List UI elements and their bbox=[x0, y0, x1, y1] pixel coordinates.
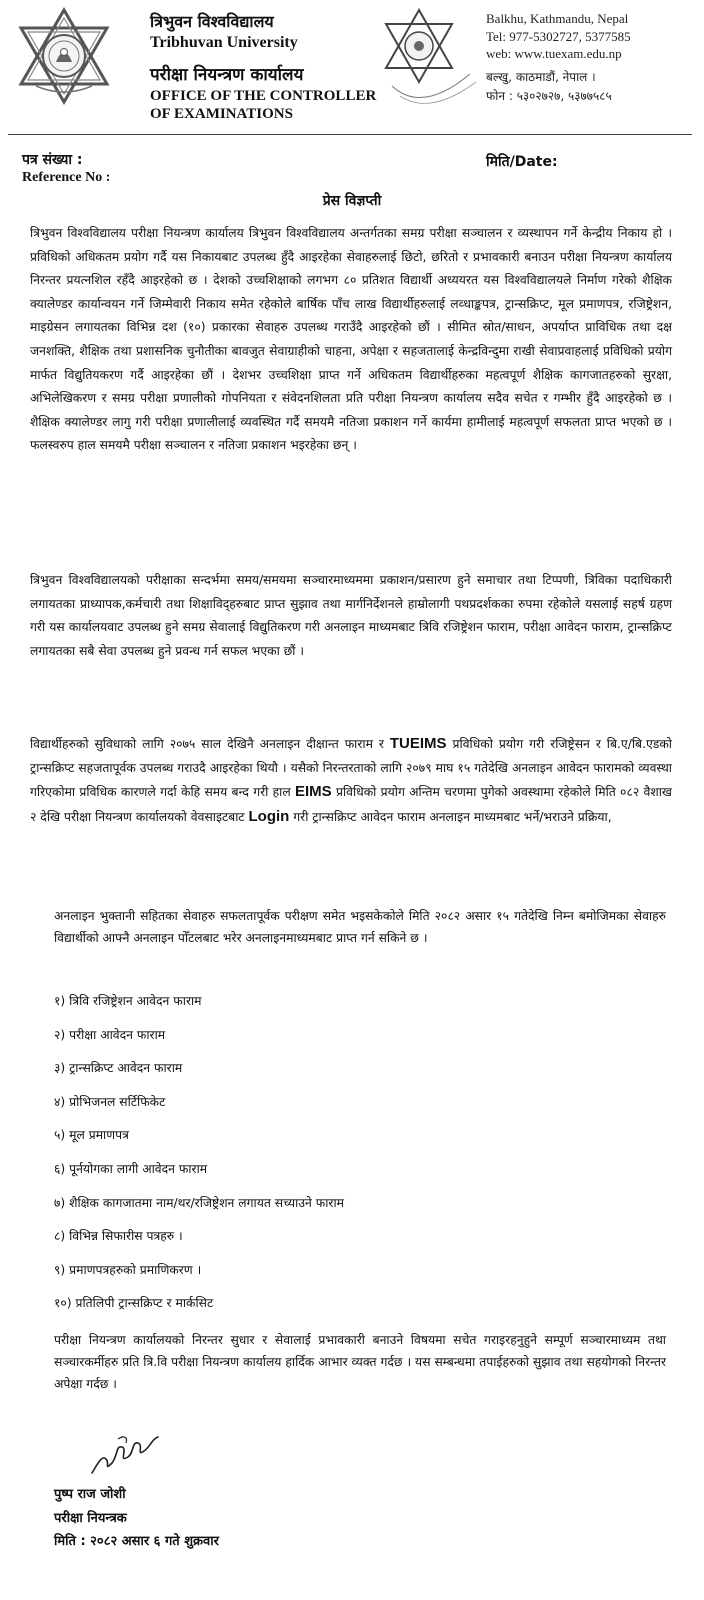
signatory-title: परीक्षा नियन्त्रक bbox=[54, 1511, 127, 1526]
address-np: बल्खु, काठमाडौं, नेपाल । bbox=[486, 69, 596, 84]
list-item: १०) प्रतिलिपी ट्रान्सक्रिप्ट र मार्कसिट bbox=[54, 1296, 214, 1311]
signatory-name: पुष्प राज जोशी bbox=[54, 1487, 126, 1502]
list-item: ६) पूर्नयोगका लागी आवेदन फाराम bbox=[54, 1161, 208, 1176]
office-name-en-line1: OFFICE OF THE CONTROLLER bbox=[150, 88, 377, 104]
paragraph-history bbox=[30, 732, 672, 829]
office-name-en-line2: OF EXAMINATIONS bbox=[150, 106, 293, 122]
tueims-term: TUEIMS bbox=[389, 735, 447, 752]
list-item: ३) ट्रान्सक्रिप्ट आवेदन फाराम bbox=[54, 1061, 183, 1076]
paragraph-history-text-1: विद्यार्थीहरुको सुविधाको लागि २०७५ साल देखिनै अनलाइन दीक्षान्त फाराम र bbox=[30, 737, 390, 751]
letter-number-label: पत्र संख्या : bbox=[22, 152, 83, 168]
paragraph-history-text-4: गरी ट्रान्सक्रिप्ट आवेदन फाराम अनलाइन माध्यमबाट भर्ने/भराउने प्रक्रिया, bbox=[289, 809, 612, 824]
list-item: ८) विभिन्न सिफारीस पत्रहरु । bbox=[54, 1229, 183, 1244]
list-item: ४) प्रोभिजनल सर्टिफिकेट bbox=[54, 1094, 166, 1109]
paragraph-closing: परीक्षा नियन्त्रण कार्यालयको निरन्तर सुधार र सेवालाई प्रभावकारी बनाउने विषयमा सचेत गराइरहनुहुने सम्पूर्ण सञ्चारमाध्यम तथा सञ्चारकर्मीहरु प्रति त्रि.वि परीक्षा नियन्त्रण कार्यालय हार्दिक आभार व्यक्त गर्दछ । यस सम्बन्धमा तपाईहरुको सुझाव तथा सहयोगको निरन्तर अपेक्षा गर्दछ । bbox=[54, 1333, 666, 1391]
paragraph-history-text-2: प्रविधिको प्रयोग गरी रजिष्ट्रेसन र बि.ए/बि.एडको ट्रान्सक्रिप्ट सहजतापूर्वक उपलब्ध गराउदै आइरहेका थियौ । यसैको निरन्तरताको लागि २०७९ माघ १५ गतेदेखि अनलाइन आवेदन फारामको व्यवस्था गरिएकोमा प्रविधिक कारणले गर्दा केहि समय बन्द गरी हाल bbox=[30, 737, 672, 800]
list-item: ९) प्रमाणपत्रहरुको प्रमाणिकरण । bbox=[54, 1262, 202, 1277]
tu-emblem-logo bbox=[14, 6, 114, 106]
login-term: Login bbox=[248, 807, 290, 825]
date-label: मिति/Date: bbox=[486, 154, 558, 170]
list-item: १) त्रिवि रजिष्ट्रेशन आवेदन फाराम bbox=[54, 994, 202, 1008]
reference-number-label: Reference No : bbox=[22, 170, 111, 185]
document-title: प्रेस विज्ञप्ती bbox=[322, 193, 382, 209]
list-item: २) परीक्षा आवेदन फाराम bbox=[54, 1027, 166, 1042]
university-name-en: Tribhuvan University bbox=[150, 34, 298, 51]
paragraph-intro: त्रिभुवन विश्वविद्यालय परीक्षा नियन्त्रण कार्यालय त्रिभुवन विश्वविद्यालय अन्तर्गतका समग्र परीक्षा सञ्चालन र व्यस्थापन गर्ने केन्द्रीय निकाय हो । प्रविधिको अधिकतम प्रयोग गर्दै यस निकायबाट उपलब्ध हुँदै आइरहेका सेवाहरुलाई छिटो, छरितो र प्रभावकारी बनाउन परीक्षा नियन्त्रण कार्यालय निरन्तर प्रयत्नशिल रहँदै आइरहेको छ । देशको उच्चशिक्षाको लगभग ८० प्रतिशत विद्यार्थी अध्ययरत यस विश्वविद्यालयले निर्माण गरेको शैक्षिक क्यालेण्डर कार्यान्वयन गर्ने जिम्मेवारी निकाय समेत रहेकोले बार्षिक पाँच लाख विद्यार्थीहरुलाई लव्धाङ्कपत्र, ट्रान्सक्रिप्ट, मूल प्रमाणपत्र, रजिष्ट्रेशन, माइग्रेसन लगायतका विभिन्न दश (१०) प्रकारका सेवाहरु उपलब्ध गराउँदै आइरहेको छौं । सीमित स्रोत/साधन, अपर्याप्त प्राविधिक तथा दक्ष जनशक्ति, शैक्षिक तथा प्रशासनिक चुनौतीका बावजुत सेवाग्राहीको चाहना, अपेक्षा र सहजतालाई केन्द्रविन्दुमा राखी सेवाप्रवाहलाई प्रविधिको प्रयोग मार्फत विद्युतियकरण गर्दै आइरहेका छौं । देशभर उच्चशिक्षा प्राप्त गर्ने अधिकतम विद्यार्थीहरुका महत्वपूर्ण शैक्षिक कागजातहरुको सुरक्षा, अभिलेखिकरण र समग्र परीक्षा प्रणालीको गोपनियता र संवेदनशिलता प्रति परीक्षा नियन्त्रण कार्यालय सदैव सचेत र गम्भीर हुँदै आइरहेको छ । शैक्षिक क्यालेण्डर लागु गरी परीक्षा प्रणालीलाई व्यवस्थित गर्दै समयमै नतिजा प्रकाशन गर्ने कार्यमा हामीलाई महत्वपूर्ण सफलता प्राप्त भएको छ । फलस्वरुप हाल समयमै परीक्षा सञ्चालन र नतिजा प्रकाशन भइरहेका छन् । bbox=[30, 226, 672, 453]
contact-block bbox=[486, 10, 631, 106]
paragraph-history-text-3: प्रविधिको प्रयोग अन्तिम चरणमा पुगेको अवस्थामा रहेकोले मिति ०८२ वैशाख २ देखि परीक्षा नियन्त्रण कार्यालयको वेवसाइटबाट bbox=[30, 785, 672, 824]
header-divider bbox=[8, 134, 692, 135]
telephone: Tel: 977-5302727, 5377585 bbox=[486, 28, 631, 44]
website: web: www.tuexam.edu.np bbox=[486, 46, 622, 61]
phone-np: फोन : ५३०२७२७, ५३७७५८५ bbox=[486, 89, 612, 103]
address-en: Balkhu, Kathmandu, Nepal bbox=[486, 11, 629, 26]
eims-term: EIMS bbox=[294, 783, 332, 801]
university-name-np: त्रिभुवन विश्वविद्यालय bbox=[150, 12, 274, 31]
services-list bbox=[54, 990, 666, 1326]
list-item: ७) शैक्षिक कागजातमा नाम/थर/रजिष्ट्रेशन लगायत सच्याउने फाराम bbox=[54, 1195, 344, 1210]
signature-date: मिति : २०८२ असार ६ गते शुक्रवार bbox=[54, 1534, 219, 1549]
office-seal-stamp bbox=[374, 4, 484, 114]
paragraph-service-launch: अनलाइन भुक्तानी सहितका सेवाहरु सफलतापूर्वक परीक्षण समेत भइसकेकोले मिति २०८२ असार १५ गतेदेखि निम्न बमोजिमका सेवाहरु विद्यार्थीको आफ्नै अनलाइन पोँटलबाट भरेर अनलाइनमाध्यमबाट प्राप्त गर्न सकिने छ । bbox=[54, 909, 666, 945]
handwritten-signature bbox=[88, 1433, 168, 1478]
letterhead bbox=[0, 0, 704, 140]
list-item: ५) मूल प्रमाणपत्र bbox=[54, 1128, 129, 1143]
paragraph-online-services: त्रिभुवन विश्वविद्यालयको परीक्षाका सन्दर्भमा समय/समयमा सञ्चारमाध्यममा प्रकाशन/प्रसारण हुने समाचार तथा टिप्पणी, त्रिविका पदाधिकारी लगायतका प्राध्यापक,कर्मचारी तथा शिक्षाविद्हरुबाट प्राप्त सुझाव तथा मार्गनिर्देशनले हाम्रोलागी पथप्रदर्शकका रुपमा रहेकोले यसलाई सहर्ष ग्रहण गरी यस कार्यालयवाट उपलब्ध हुने समग्र सेवालाई विद्युतिकरण गरी अनलाइन माध्यमबाट त्रिवि रजिष्ट्रेशन फाराम, परीक्षा आवेदन फाराम, ट्रान्सक्रिप्ट लगायतका सबै सेवा उपलब्ध हुने प्रवन्ध गर्न सफल भएका छौं । bbox=[30, 573, 672, 658]
office-name-np: परीक्षा नियन्त्रण कार्यालय bbox=[150, 65, 304, 85]
